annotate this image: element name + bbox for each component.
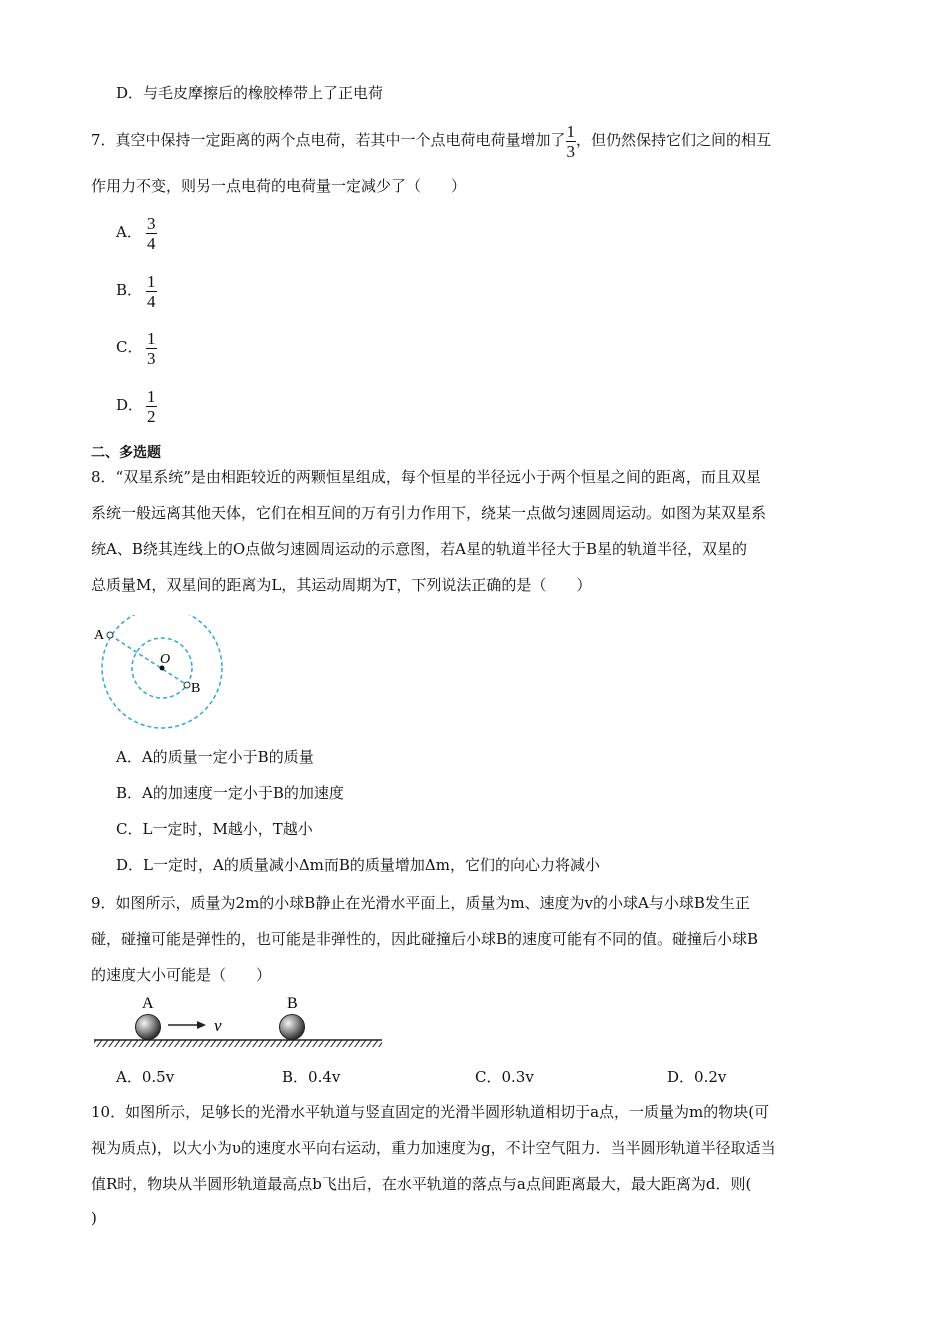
label-a: A [94, 628, 105, 643]
ground-hatching [94, 1040, 382, 1047]
q8-stem-line1: 8．“双星系统”是由相距较近的两颗恒星组成，每个恒星的半径远小于两个恒星之间的距离，而且双星 [91, 468, 761, 486]
label-v: v [214, 1016, 222, 1035]
binary-star-diagram [88, 615, 238, 735]
q7-stem-pre: 7．真空中保持一定距离的两个点电荷，若其中一个点电荷电荷量增加了 [91, 131, 566, 149]
label-a: A [142, 995, 154, 1012]
label-o: O [160, 652, 171, 667]
q9-option-a: A．0.5v [116, 1068, 175, 1086]
q8-option-b: B．A的加速度一定小于B的加速度 [116, 784, 344, 802]
q7-stem-fraction: $\frac{1}{3}$ [566, 121, 576, 161]
q7-stem-line1 [91, 120, 771, 161]
q8-stem-line2: 系统一般远离其他天体，它们在相互间的万有引力作用下，绕某一点做匀速圆周运动。如图为某双星系 [91, 504, 767, 522]
label-b: B [191, 681, 201, 696]
velocity-arrow-head [197, 1021, 206, 1029]
ball-a [136, 1015, 161, 1040]
star-b [184, 682, 190, 688]
q7-option-a: A． $\frac{3}{4}$ [116, 213, 156, 253]
q10-stem-line2: 视为质点)，以大小为υ的速度水平向右运动，重力加速度为g，不计空气阻力．当半圆形轨道半径取适当 [91, 1139, 776, 1157]
q9-option-b: B．0.4v [282, 1068, 341, 1086]
collision-diagram [90, 992, 390, 1052]
q9-option-c: C．0.3v [475, 1068, 534, 1086]
q8-option-d: D．L一定时，A的质量减小Δm而B的质量增加Δm，它们的向心力将减小 [116, 856, 600, 874]
q10-stem-line4: ) [91, 1209, 97, 1227]
section-heading-multiple-choice: 二、多选题 [91, 445, 161, 461]
q10-stem-line1: 10．如图所示，足够长的光滑水平轨道与竖直固定的光滑半圆形轨道相切于a点，一质量为m的物块(可 [91, 1103, 770, 1121]
q9-stem-line2: 碰，碰撞可能是弹性的，也可能是非弹性的，因此碰撞后小球B的速度可能有不同的值。碰撞后小球B [91, 930, 759, 948]
q9-stem-line1: 9．如图所示，质量为2m的小球B静止在光滑水平面上，质量为m、速度为v的小球A与小球B发生正 [91, 894, 750, 912]
connecting-line [110, 635, 187, 685]
q7-option-d: D． $\frac{1}{2}$ [116, 386, 156, 426]
q8-option-a: A．A的质量一定小于B的质量 [116, 748, 314, 766]
q7-stem-line2: 作用力不变，则另一点电荷的电荷量一定减少了（ ） [91, 177, 467, 195]
label-b: B [287, 995, 298, 1012]
q7-option-c: C． $\frac{1}{3}$ [116, 328, 156, 368]
ball-b [280, 1015, 305, 1040]
q8-stem-line4: 总质量M，双星间的距离为L，其运动周期为T，下列说法正确的是（ ） [91, 576, 592, 594]
q7-option-b: B． $\frac{1}{4}$ [116, 271, 156, 311]
q7-stem-post: ，但仍然保持它们之间的相互 [576, 131, 772, 149]
q9-option-d: D．0.2v [667, 1068, 727, 1086]
star-a [107, 632, 113, 638]
q6-option-d: D．与毛皮摩擦后的橡胶棒带上了正电荷 [116, 84, 384, 102]
orbit-outer [102, 615, 222, 728]
q8-option-c: C．L一定时，M越小，T越小 [116, 820, 313, 838]
q8-stem-line3: 统A、B绕其连线上的O点做匀速圆周运动的示意图，若A星的轨道半径大于B星的轨道半径，双星的 [91, 540, 748, 558]
q9-stem-line3: 的速度大小可能是（ ） [91, 966, 272, 984]
q10-stem-line3: 值R时，物块从半圆形轨道最高点b飞出后，在水平轨道的落点与a点间距离最大，最大距离为d．则( [91, 1175, 752, 1193]
